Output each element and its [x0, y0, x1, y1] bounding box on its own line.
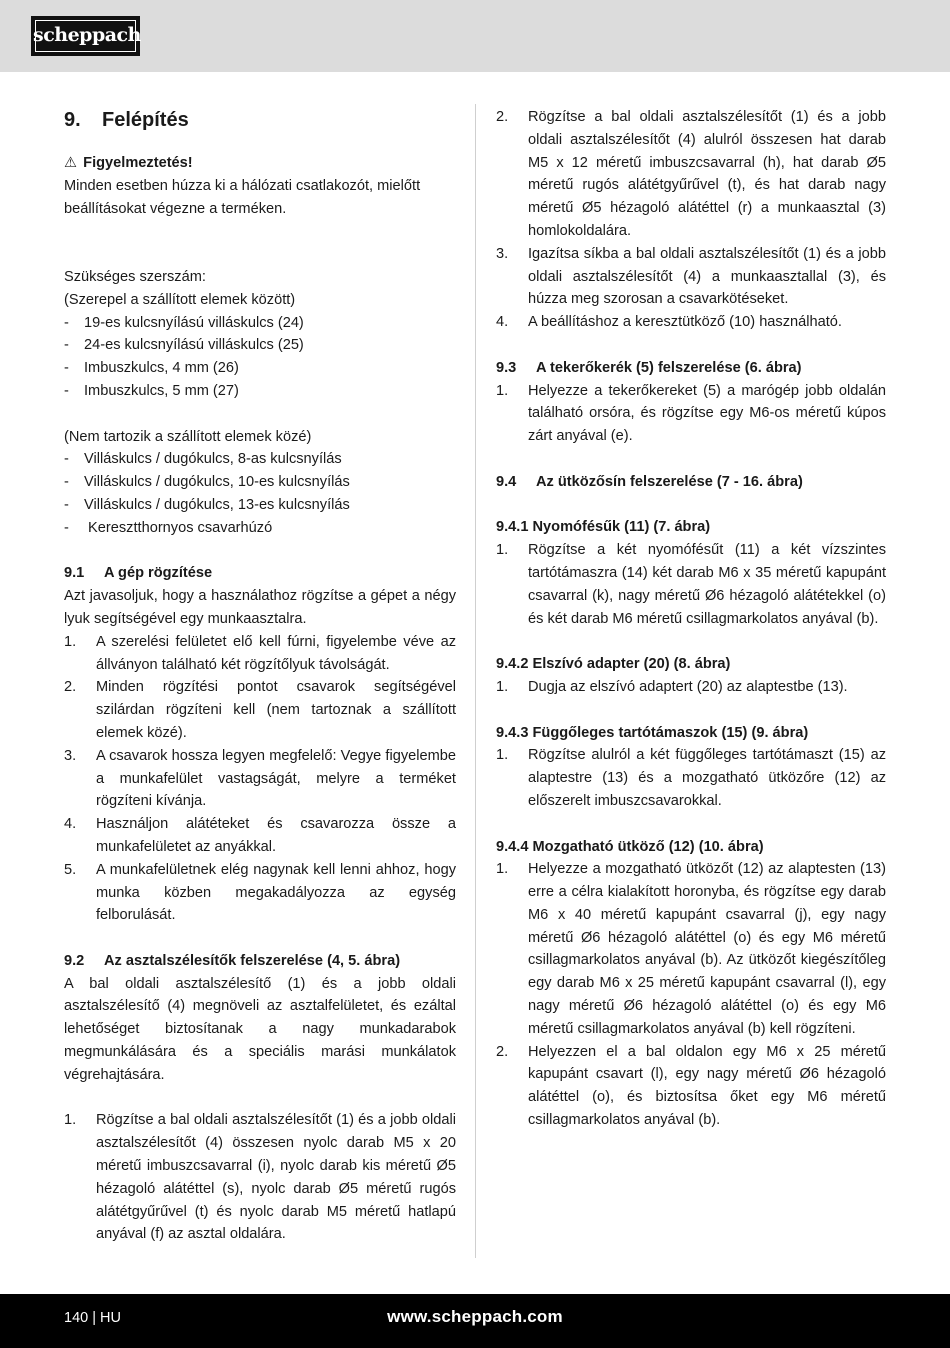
subsection-heading-9-2: 9.2 Az asztalszélesítők felszerelése (4, 5. ábra) [64, 952, 401, 969]
website-url: www.scheppach.com [387, 1307, 563, 1326]
list-item: 2. Rögzítse a bal oldali asztalszélesítőt (1) és a jobb oldali asztalszélesítőt (4) alulról összesen hat darab M5 x 12 méretű imbuszcsavarral (h), hat darab Ø5 méretű rugós alátétgyűrűvel (t), és hat darab nagy méretű Ø5 hézagoló alátéttel (r) a munkaasztal (3) homlokoldalára. [496, 109, 886, 239]
header-band [0, 0, 950, 72]
paragraph: A bal oldali asztalszélesítő (1) és a jobb oldali asztalszélesítő (4) megnöveli az asztalfelületet, és ezáltal lehetőséget biztosítanak a nagy munkadarabok megmunkálására és a speciális marási munkálatok végrehajtására. [64, 975, 456, 1083]
footer-band [0, 1294, 950, 1348]
section-title-text: Felépítés [102, 109, 189, 131]
list-item: - Villáskulcs / dugókulcs, 10-es kulcsnyílás [64, 474, 350, 491]
list-item: - 24-es kulcsnyílású villáskulcs (25) [64, 337, 304, 354]
list-item: 3. A csavarok hossza legyen megfelelő: Vegye figyelembe a munkafelület vastagságát, melyre a terméket rögzíteni kívánja. [64, 747, 456, 810]
section-title [64, 106, 456, 134]
list-item: - Keresztthornyos csavarhúzó [64, 519, 273, 536]
tools-included-title: (Szerepel a szállított elemek között) [64, 291, 296, 308]
list-item: 1. Dugja az elszívó adaptert (20) az alaptestbe (13). [496, 678, 848, 695]
list-item: - Villáskulcs / dugókulcs, 8-as kulcsnyílás [64, 451, 342, 468]
list-item: - 19-es kulcsnyílású villáskulcs (24) [64, 314, 304, 331]
tools-excluded-title: (Nem tartozik a szállított elemek közé) [64, 428, 312, 445]
list-item: - Villáskulcs / dugókulcs, 13-es kulcsnyílás [64, 496, 350, 513]
column-divider [475, 104, 476, 1258]
page-number: 140 | HU [64, 1310, 121, 1326]
subsection-heading-9-4-1: 9.4.1 Nyomófésűk (11) (7. ábra) [496, 519, 711, 536]
list-item: 4. A beállításhoz a keresztütköző (10) használható. [496, 314, 842, 331]
list-item: 1. Helyezze a tekerőkereket (5) a marógép jobb oldalán található orsóra, és rögzítse egy M6-os méretű kúpos zárt anyával (e). [496, 382, 886, 445]
subsection-heading-9-4-3: 9.4.3 Függőleges tartótámaszok (15) (9. ábra) [496, 724, 809, 741]
list-item: 5. A munkafelületnek elég nagynak kell lenni ahhoz, hogy munka közben megakadályozza az egység felborulását. [64, 861, 456, 924]
left-column [64, 106, 456, 1246]
subsection-heading-9-4: 9.4 Az ütközősín felszerelése (7 - 16. ábra) [496, 473, 803, 490]
list-item: - Imbuszkulcs, 5 mm (27) [64, 382, 239, 399]
warning-triangle-icon: ⚠ [64, 155, 78, 171]
tools-title: Szükséges szerszám: [64, 268, 206, 285]
scheppach-logo [31, 16, 140, 56]
list-item: 3. Igazítsa síkba a bal oldali asztalszélesítőt (1) és a jobb oldali asztalszélesítőt (4) a munkaasztallal (3), és húzza meg szorosan a csavarkötéseket. [496, 245, 886, 308]
list-item: 2. Helyezzen el a bal oldalon egy M6 x 25 méretű kapupánt csavart (l), egy nagy méretű Ø6 hézagoló alátéttel (o), és biztosítsa őket egy M6 méretű csillagmarkolatos anyával (b). [496, 1043, 886, 1129]
right-column [496, 106, 886, 1132]
subsection-heading-9-4-2: 9.4.2 Elszívó adapter (20) (8. ábra) [496, 656, 731, 673]
warning-title: Figyelmeztetés! [83, 155, 193, 171]
list-item: 1. A szerelési felületet elő kell fúrni, figyelembe véve az állványon található két rögzítőlyuk távolságát. [64, 633, 456, 673]
list-item: 1. Rögzítse a bal oldali asztalszélesítőt (1) és a jobb oldali asztalszélesítőt (4) összesen nyolc darab M5 x 20 méretű imbuszcsavarral (i), nyolc darab kis méretű Ø5 hézagoló alátéttel (s), nyolc darab Ø5 méretű rugós alátétgyűrűvel (t) és nyolc darab M5 méretű hatlapú anyával (f) az asztal oldalára. [64, 1112, 456, 1243]
list-item: 1. Helyezze a mozgatható ütközőt (12) az alaptesten (13) erre a célra kialakított horonyba, és rögzítse egy darab M6 x 40 méretű kapupánt csavarral (j), egy nagy méretű Ø6 hézagoló alátéttel (o) és egy M6 méretű csillagmarkolatos anyával (b). Az ütközőt kiegészítőleg egy darab M6 x 25 méretű kapupánt csavarral (l), egy nagy méretű Ø6 hézagoló alátéttel (o) és egy M6 méretű csillagmarkolatos anyával (b) kell rögzíteni. [496, 861, 886, 1037]
list-item: 1. Rögzítse alulról a két függőleges tartótámaszt (15) az alaptestre (13) és a mozgatható ütközőre (12) az előszerelt imbuszcsavarokkal. [496, 747, 886, 809]
list-item: - Imbuszkulcs, 4 mm (26) [64, 360, 239, 377]
list-item: 4. Használjon alátéteket és csavarozza össze a munkafelületet az anyákkal. [64, 816, 456, 855]
paragraph: Azt javasoljuk, hogy a használathoz rögzítse a gépet a négy lyuk segítségével egy munkaasztalra. [64, 588, 456, 627]
subsection-heading-9-4-4: 9.4.4 Mozgatható ütköző (12) (10. ábra) [496, 838, 764, 855]
logo-text: scheppach [33, 24, 141, 46]
subsection-heading-9-3: 9.3 A tekerőkerék (5) felszerelése (6. ábra) [496, 359, 802, 376]
list-item: 2. Minden rögzítési pontot csavarok segítségével szilárdan rögzíteni kell (nem tartoznak a szállított elemek közé). [64, 679, 456, 741]
section-number: 9. [64, 109, 81, 131]
warning-text: Minden esetben húzza ki a hálózati csatlakozót, mielőtt beállításokat végezne a terméken. [64, 177, 421, 217]
list-item: 1. Rögzítse a két nyomófésűt (11) a két vízszintes tartótámaszra (14) két darab M6 x 35 méretű kapupánt csavarral (k), nagy méretű Ø6 hézagoló alátétekkel (o) és két darab M6 méretű csillagmarkolatos anyával (b). [496, 542, 886, 627]
subsection-heading-9-1: 9.1 A gép rögzítése [64, 565, 213, 582]
warning-heading [64, 152, 456, 175]
